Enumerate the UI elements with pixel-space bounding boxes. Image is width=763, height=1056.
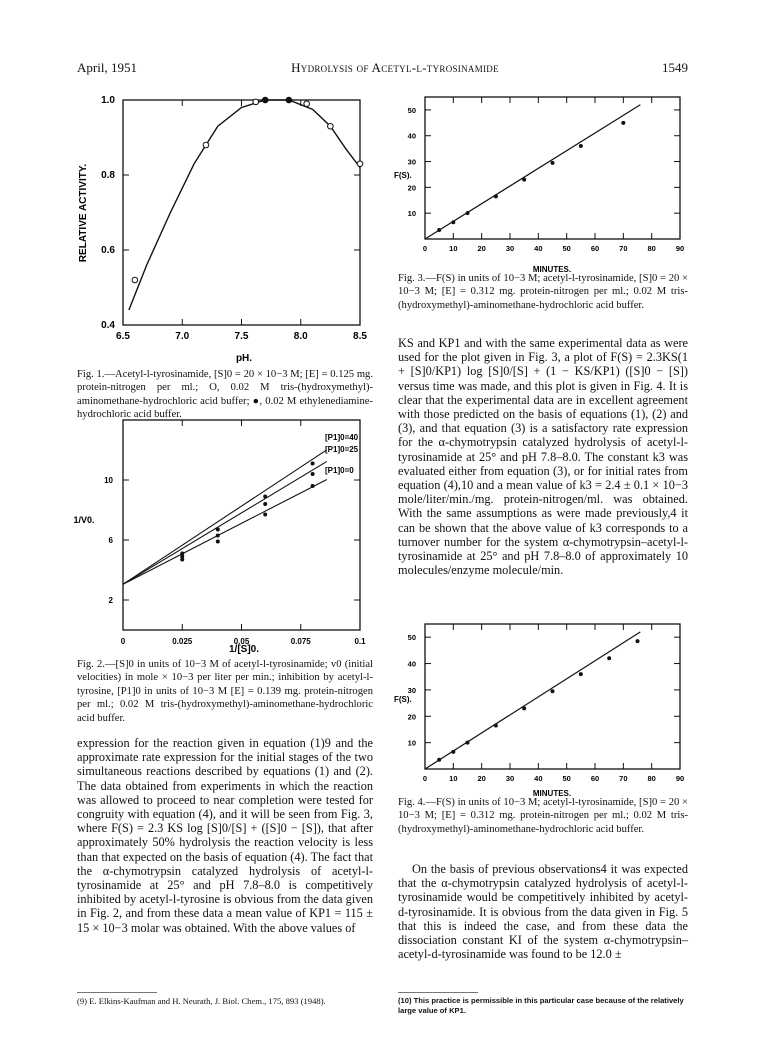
fig3-x-axis-label: MINUTES. [532, 265, 572, 274]
fig4-ticks [408, 624, 685, 783]
fig1-fitted-curve [129, 100, 360, 310]
fig3-xtick-label: 90 [675, 244, 685, 253]
fig2-data-point [311, 472, 315, 476]
fig4-xtick-label: 50 [562, 774, 571, 783]
fig1-ytick-label: 0.4 [101, 320, 115, 331]
figure-1-plot [70, 85, 375, 370]
page-number: 1549 [662, 60, 688, 75]
fig3-data-point [451, 220, 455, 224]
fig2-x-axis-label: 1/[S]0. [228, 644, 260, 655]
figure-1-caption: Fig. 1.—Acetyl-l-tyrosinamide, [S]0 = 20 × 10−3 M; [E] = 0.125 mg. protein-nitrogen per ml.; O, 0.02 M tris-(hydroxymethyl)-aminomethane-hydrochloric acid buffer; ●, 0.02 M ethylenediamine-hydrochloric acid buffer. [77, 369, 373, 421]
fig2-xtick-label: 0.1 [354, 637, 366, 646]
fig2-legend-40: [P1]0=40 [325, 433, 359, 442]
fig4-xtick-label: 20 [477, 774, 486, 783]
fig2-data-point [263, 495, 267, 499]
fig1-ticks [101, 95, 367, 342]
right-column-body-2 [398, 862, 688, 961]
fig4-data-point [451, 750, 455, 754]
fig2-xtick-label: 0.05 [233, 637, 250, 646]
fig4-xtick-label: 10 [449, 774, 458, 783]
fig2-xtick-label: 0.025 [172, 637, 193, 646]
running-header-date: April, 1951 [77, 60, 137, 75]
fig2-ytick-label: 6 [108, 536, 113, 545]
fig4-ytick-label: 50 [407, 633, 416, 643]
fig2-data-point [180, 558, 184, 562]
fig4-ytick-label: 10 [407, 738, 416, 748]
fig4-xtick-label: 90 [675, 774, 685, 783]
fig4-y-axis-label: F(S). [394, 695, 412, 704]
fig3-data-point [522, 178, 526, 182]
fig4-ytick-label: 40 [407, 659, 416, 669]
fig4-xtick-label: 0 [422, 774, 428, 783]
fig2-data-point [263, 513, 267, 517]
fig4-data-points [437, 639, 639, 762]
fig2-data-point [263, 502, 267, 506]
fig3-fit-line [425, 105, 640, 239]
fig4-x-axis-label: MINUTES. [532, 789, 572, 798]
fig1-xtick-label: 6.5 [116, 331, 130, 342]
fig2-data-point [216, 534, 220, 538]
figure-4-caption: Fig. 4.—F(S) in units of 10−3 M; acetyl-l-tyrosinamide, [S]0 = 20 × 10−3 M; [E] = 0.312 mg. protein-nitrogen per ml.; 0.02 M tris-(hydroxymethyl)-aminomethane-hydrochloric acid buffer. [398, 797, 688, 835]
fig2-legend-25: [P1]0=25 [325, 445, 359, 454]
figure-3-caption: Fig. 3.—F(S) in units of 10−3 M; acetyl-l-tyrosinamide, [S]0 = 20 × 10−3 M; [E] = 0.312 mg. protein-nitrogen per ml.; 0.02 M tris-(hydroxymethyl)-aminomethane-hydrochloric acid buffer. [398, 273, 688, 311]
fig4-ytick-label: 30 [407, 685, 416, 695]
figure-3-plot [368, 92, 693, 277]
fig1-xtick-label: 7.0 [175, 331, 190, 342]
fig1-data-point [203, 142, 209, 148]
figure-4-plot [368, 622, 693, 802]
fig4-ytick-label: 20 [407, 712, 416, 722]
running-header-title: Hydrolysis of Acetyl-l-tyrosinamide [291, 60, 499, 75]
fig4-frame [425, 624, 680, 769]
fig2-y-axis-label: 1/V0. [73, 515, 95, 525]
fig2-data-points [180, 462, 314, 562]
fig2-series-line [123, 450, 327, 584]
footnote-10: (10) This practice is permissible in this particular case because of the relatively large value of KP1. [398, 996, 684, 1015]
fig3-xtick-label: 0 [422, 244, 428, 253]
fig2-legend-0: [P1]0=0 [325, 466, 354, 475]
left-footnote-rule [77, 992, 157, 993]
fig3-xtick-label: 40 [534, 244, 543, 253]
fig3-data-point [551, 161, 555, 165]
fig3-xtick-label: 30 [505, 244, 515, 253]
fig3-data-point [466, 211, 470, 215]
fig3-xtick-label: 70 [619, 244, 628, 253]
figure-2-plot [70, 410, 375, 660]
fig1-ytick-label: 0.6 [101, 245, 115, 256]
fig3-data-point [437, 228, 441, 232]
fig3-data-point [621, 121, 625, 125]
fig4-data-point [437, 758, 441, 762]
fig2-ytick-label: 2 [108, 596, 113, 605]
fig2-xtick-label: 0 [120, 637, 126, 646]
right-footnote-rule [398, 992, 478, 993]
fig1-xtick-label: 7.5 [234, 331, 249, 342]
fig3-ytick-label: 50 [407, 105, 416, 115]
fig2-ytick-label: 10 [104, 476, 113, 485]
fig2-series-line [123, 461, 327, 584]
fig3-data-point [579, 144, 583, 148]
fig1-frame [123, 100, 360, 325]
fig3-ticks [408, 97, 685, 253]
fig1-data-point [328, 123, 334, 129]
left-column-body [77, 736, 373, 935]
fig3-frame [425, 97, 680, 239]
fig2-data-point [311, 484, 315, 488]
fig4-data-point [494, 724, 498, 728]
fig3-data-points [437, 121, 625, 232]
fig2-xtick-label: 0.075 [290, 637, 311, 646]
fig1-xtick-label: 8.0 [293, 331, 308, 342]
fig2-data-point [216, 540, 220, 544]
fig1-y-axis-label: RELATIVE ACTIVITY. [78, 163, 89, 263]
right-column-paragraph-1: KS and KP1 and with the same experimental data as were used for the plot given in Fig. 3, a plot of F(S) = 2.3KS(1 + [S]0/KP1) log [S]0/[S] + (1 − KS/KP1) ([S]0 − [S]) versus time was made, and this plot is given in Fig. 4. It is clear that the experimental data are in excellent agreement with those predicted on the basis of equations (1), (2) and (3), and that equation (3) is a satisfactory rate expression for the α-chymotrypsin catalyzed hydrolysis of acetyl-l-tyrosinamide at 25° and pH 7.8–8.0. The constant k3 was evaluated either from equation (3), or for initial rates from equation (4),10 and a mean value of k3 = 2.4 ± 0.1 × 10−3 mole/liter/min./mg. protein-nitrogen/ml. was obtained. With the same assumptions as were made previously,4 it can be shown that the above value of k3 corresponds to a turnover number for the system α-chymotrypsin–acetyl-l-tyrosinamide at 25° and pH 7.8–8.0 of approximately 10 molecules/enzyme molecule/min. [398, 336, 688, 578]
fig2-series-line [123, 480, 327, 585]
fig4-xtick-label: 70 [619, 774, 628, 783]
fig3-ytick-label: 20 [407, 183, 416, 193]
fig1-x-axis-label: pH. [235, 353, 253, 364]
fig1-data-points [132, 97, 363, 283]
figure-2-caption: Fig. 2.—[S]0 in units of 10−3 M of acetyl-l-tyrosinamide; v0 (initial velocities) in mole × 10−3 per liter per min.; inhibition by acetyl-l-tyrosine, [P1]0 in units of 10−3 M [E] = 0.139 mg. protein-nitrogen per ml.; 0.02 M tris-(hydroxymethyl)-aminomethane-hydrochloric acid buffer. [77, 659, 373, 724]
fig3-ytick-label: 40 [407, 131, 416, 141]
fig3-ytick-label: 30 [407, 157, 416, 167]
fig4-data-point [579, 672, 583, 676]
fig1-ytick-label: 1.0 [101, 95, 115, 106]
footnote-9: (9) E. Elkins-Kaufman and H. Neurath, J. Biol. Chem., 175, 893 (1948). [77, 996, 326, 1006]
fig1-data-point [286, 97, 292, 103]
fig3-ytick-label: 10 [407, 209, 416, 219]
fig3-xtick-label: 80 [647, 244, 656, 253]
fig4-xtick-label: 60 [590, 774, 600, 783]
fig1-ytick-label: 0.8 [101, 170, 115, 181]
fig3-xtick-label: 10 [449, 244, 458, 253]
fig4-data-point [607, 656, 611, 660]
fig4-data-point [551, 689, 555, 693]
fig3-data-point [494, 194, 498, 198]
fig4-xtick-label: 80 [647, 774, 656, 783]
fig1-data-point [357, 161, 363, 167]
fig1-data-point [262, 97, 268, 103]
fig4-fit-line [425, 632, 640, 769]
fig4-xtick-label: 40 [534, 774, 543, 783]
fig2-data-point [216, 528, 220, 532]
fig2-data-point [311, 462, 315, 466]
fig1-data-point [304, 101, 310, 107]
fig3-xtick-label: 20 [477, 244, 486, 253]
fig4-data-point [636, 639, 640, 643]
fig3-xtick-label: 60 [590, 244, 600, 253]
fig1-data-point [132, 277, 138, 283]
fig2-series-lines [123, 450, 327, 584]
fig1-data-point [253, 99, 259, 105]
fig4-data-point [522, 706, 526, 710]
fig1-xtick-label: 8.5 [353, 331, 367, 342]
fig3-y-axis-label: F(S). [394, 171, 412, 180]
left-column-paragraph: expression for the reaction given in equation (1)9 and the approximate rate expression for the initial stages of the two simultaneous reactions described by equations (1) and (2). The data obtained from experiments in which the reaction was allowed to proceed to near completion were tested for congruity with equation (4), and it will be seen from Fig. 3, where F(S) = 2.3 KS log [S]0/[S] + ([S]0 − [S]), that after approximately 50% hydrolysis the reaction velocity is less than that expected on the basis of equation (4). The fact that the α-chymotrypsin catalyzed hydrolysis of acetyl-l-tyrosinamide at 25° and pH 7.8–8.0 is competitively inhibited by acetyl-l-tyrosine is obvious from the data given in Fig. 2, and from these data a mean value of KP1 = 115 ± 15 × 10−3 molar was obtained. With the above values of [77, 736, 373, 935]
right-column-paragraph-2: On the basis of previous observations4 it was expected that the α-chymotrypsin catalyzed hydrolysis of acetyl-l-tyrosinamide would be competitively inhibited by acetyl-d-tyrosinamide. It is obvious from the data given in Fig. 5 that this is indeed the case, and from these data the dissociation constant KI of the system α-chymotrypsin–acetyl-d-tyrosinamide was found to be 12.0 ± [398, 862, 688, 962]
fig4-data-point [466, 741, 470, 745]
fig3-xtick-label: 50 [562, 244, 571, 253]
right-column-body-1 [398, 336, 688, 577]
fig4-xtick-label: 30 [505, 774, 515, 783]
